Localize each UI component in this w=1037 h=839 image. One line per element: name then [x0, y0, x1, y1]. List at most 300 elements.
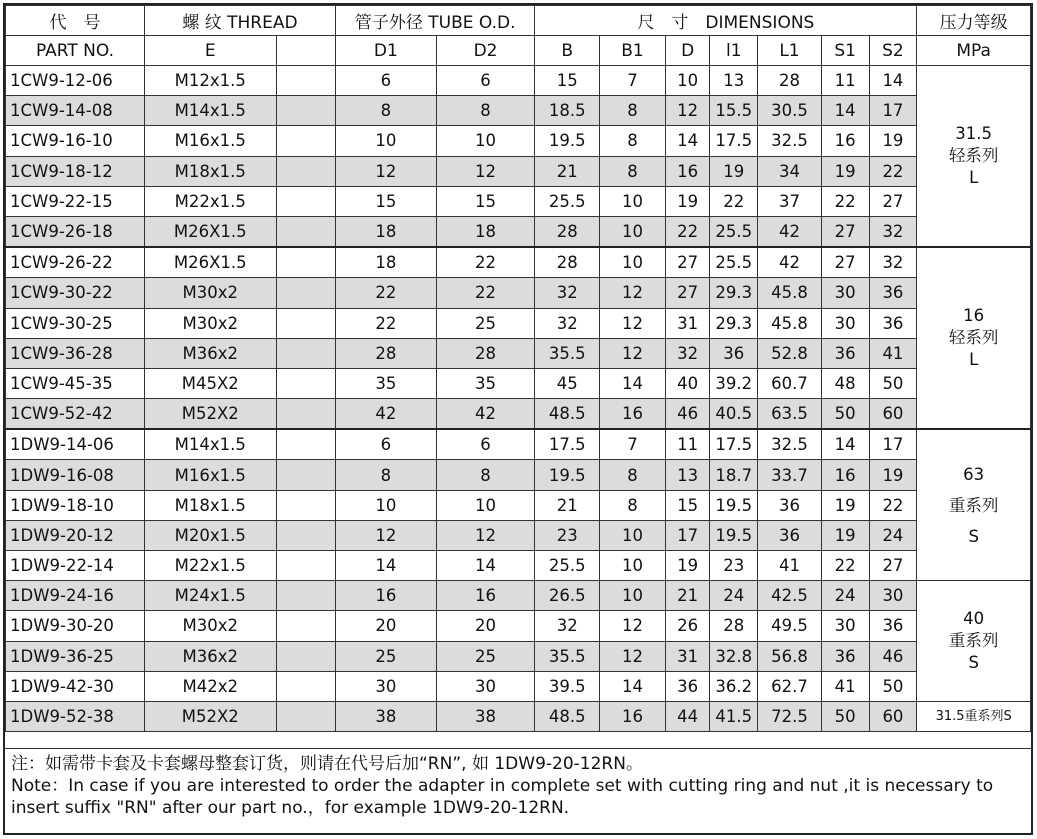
cell-l1: 24: [710, 581, 758, 611]
dimensions-table: [5, 5, 1031, 732]
cell-b1: 16: [600, 399, 666, 430]
cell-d2: 10: [436, 126, 535, 156]
cell-L1: 34: [758, 156, 822, 186]
cell-d: 19: [665, 551, 710, 581]
header-tube-od: 管子外径 TUBE O.D.: [335, 6, 534, 36]
cell-d: 16: [665, 156, 710, 186]
cell-e: M30x2: [144, 278, 276, 308]
table-row: [6, 278, 1031, 308]
cell-blank: [276, 490, 335, 520]
cell-blank: [276, 96, 335, 126]
cell-d1: 18: [335, 216, 436, 247]
cell-b1: 10: [600, 520, 666, 550]
cell-L1: 36: [758, 490, 822, 520]
cell-part: 1CW9-30-25: [6, 308, 145, 338]
cell-s2: 41: [869, 338, 917, 368]
cell-d: 46: [665, 399, 710, 430]
cell-s2: 60: [869, 399, 917, 430]
cell-d2: 38: [436, 701, 535, 731]
cell-part: 1CW9-36-28: [6, 338, 145, 368]
cell-b: 32: [535, 278, 600, 308]
cell-d2: 16: [436, 581, 535, 611]
cell-b1: 14: [600, 368, 666, 398]
cell-b: 25.5: [535, 186, 600, 216]
cell-e: M52X2: [144, 701, 276, 731]
cell-L1: 45.8: [758, 308, 822, 338]
cell-part: 1CW9-12-06: [6, 66, 145, 96]
cell-s1: 41: [821, 671, 869, 701]
cell-part: 1DW9-36-25: [6, 641, 145, 671]
header-d1: D1: [335, 36, 436, 66]
cell-d: 27: [665, 278, 710, 308]
cell-d: 22: [665, 216, 710, 247]
cell-b1: 8: [600, 126, 666, 156]
cell-s1: 50: [821, 399, 869, 430]
table-row: [6, 368, 1031, 398]
cell-s2: 50: [869, 368, 917, 398]
cell-s2: 24: [869, 520, 917, 550]
cell-b: 19.5: [535, 460, 600, 490]
cell-s2: 60: [869, 701, 917, 731]
cell-d: 12: [665, 96, 710, 126]
cell-blank: [276, 701, 335, 731]
cell-L1: 42: [758, 247, 822, 278]
header-row-2: [6, 36, 1031, 66]
cell-s1: 22: [821, 551, 869, 581]
cell-d1: 28: [335, 338, 436, 368]
cell-b1: 8: [600, 156, 666, 186]
cell-d2: 20: [436, 611, 535, 641]
cell-l1: 22: [710, 186, 758, 216]
cell-blank: [276, 156, 335, 186]
cell-l1: 25.5: [710, 247, 758, 278]
cell-part: 1CW9-18-12: [6, 156, 145, 186]
cell-d1: 10: [335, 126, 436, 156]
cell-l1: 18.7: [710, 460, 758, 490]
cell-s2: 46: [869, 641, 917, 671]
table-row: [6, 126, 1031, 156]
pressure-value: 63: [963, 464, 985, 484]
cell-e: M26X1.5: [144, 247, 276, 278]
cell-l1: 15.5: [710, 96, 758, 126]
header-s2: S2: [869, 36, 917, 66]
cell-L1: 72.5: [758, 701, 822, 731]
header-thread: 螺 纹 THREAD: [144, 6, 335, 36]
table-row: [6, 490, 1031, 520]
cell-part: 1DW9-18-10: [6, 490, 145, 520]
header-L1: L1: [758, 36, 822, 66]
header-b: B: [535, 36, 600, 66]
cell-d: 40: [665, 368, 710, 398]
parts-table-sheet: [3, 3, 1033, 835]
cell-s2: 32: [869, 247, 917, 278]
pressure-class-cell: [917, 429, 1031, 580]
cell-b: 21: [535, 156, 600, 186]
cell-b: 48.5: [535, 701, 600, 731]
cell-L1: 60.7: [758, 368, 822, 398]
cell-s1: 36: [821, 641, 869, 671]
cell-s2: 27: [869, 551, 917, 581]
cell-L1: 33.7: [758, 460, 822, 490]
cell-blank: [276, 520, 335, 550]
cell-s1: 22: [821, 186, 869, 216]
cell-b: 15: [535, 66, 600, 96]
cell-part: 1DW9-14-06: [6, 429, 145, 460]
cell-part: 1DW9-30-20: [6, 611, 145, 641]
cell-d1: 35: [335, 368, 436, 398]
header-row-1: [6, 6, 1031, 36]
cell-d2: 42: [436, 399, 535, 430]
cell-d2: 12: [436, 520, 535, 550]
cell-l1: 25.5: [710, 216, 758, 247]
cell-b: 35.5: [535, 641, 600, 671]
cell-e: M22x1.5: [144, 186, 276, 216]
cell-s1: 50: [821, 701, 869, 731]
cell-blank: [276, 126, 335, 156]
cell-d: 32: [665, 338, 710, 368]
cell-b: 35.5: [535, 338, 600, 368]
cell-L1: 32.5: [758, 126, 822, 156]
pressure-code: L: [969, 168, 979, 188]
cell-d2: 22: [436, 278, 535, 308]
cell-d1: 20: [335, 611, 436, 641]
cell-part: 1CW9-26-22: [6, 247, 145, 278]
pressure-code: S: [968, 653, 979, 673]
cell-d1: 16: [335, 581, 436, 611]
cell-blank: [276, 368, 335, 398]
cell-l1: 17.5: [710, 429, 758, 460]
cell-l1: 29.3: [710, 278, 758, 308]
cell-blank: [276, 186, 335, 216]
cell-L1: 56.8: [758, 641, 822, 671]
table-row: [6, 671, 1031, 701]
table-row: [6, 551, 1031, 581]
cell-d: 36: [665, 671, 710, 701]
cell-d2: 6: [436, 66, 535, 96]
cell-L1: 28: [758, 66, 822, 96]
cell-d1: 22: [335, 278, 436, 308]
cell-e: M16x1.5: [144, 460, 276, 490]
cell-L1: 32.5: [758, 429, 822, 460]
cell-d2: 10: [436, 490, 535, 520]
cell-b1: 16: [600, 701, 666, 731]
pressure-value: 16: [963, 306, 985, 326]
table-row: [6, 96, 1031, 126]
cell-L1: 37: [758, 186, 822, 216]
cell-l1: 19: [710, 156, 758, 186]
table-row: [6, 701, 1031, 731]
cell-e: M36x2: [144, 338, 276, 368]
cell-s1: 19: [821, 520, 869, 550]
pressure-value: 31.5: [955, 124, 993, 144]
cell-L1: 41: [758, 551, 822, 581]
cell-L1: 62.7: [758, 671, 822, 701]
cell-s1: 11: [821, 66, 869, 96]
cell-e: M18x1.5: [144, 156, 276, 186]
cell-d2: 25: [436, 308, 535, 338]
cell-s1: 30: [821, 278, 869, 308]
cell-d1: 8: [335, 460, 436, 490]
cell-blank: [276, 429, 335, 460]
table-body: [6, 66, 1031, 732]
header-d: D: [665, 36, 710, 66]
cell-d: 10: [665, 66, 710, 96]
cell-blank: [276, 308, 335, 338]
note-chinese: 注：如需带卡套及卡套螺母整套订货，则请在代号后加“RN”, 如 1DW9-20-12RN。: [11, 754, 643, 774]
cell-s2: 50: [869, 671, 917, 701]
cell-d: 19: [665, 186, 710, 216]
pressure-value: 40: [963, 609, 985, 629]
cell-s2: 22: [869, 156, 917, 186]
header-b1: B1: [600, 36, 666, 66]
cell-s1: 24: [821, 581, 869, 611]
cell-e: M16x1.5: [144, 126, 276, 156]
cell-l1: 40.5: [710, 399, 758, 430]
cell-part: 1DW9-22-14: [6, 551, 145, 581]
pressure-series: 重系列: [948, 495, 999, 515]
cell-part: 1DW9-52-38: [6, 701, 145, 731]
table-row: [6, 429, 1031, 460]
cell-d: 15: [665, 490, 710, 520]
cell-l1: 36.2: [710, 671, 758, 701]
cell-part: 1CW9-26-18: [6, 216, 145, 247]
table-row: [6, 186, 1031, 216]
header-l1-small: l1: [710, 36, 758, 66]
cell-part: 1DW9-24-16: [6, 581, 145, 611]
cell-b: 48.5: [535, 399, 600, 430]
pressure-code: S: [968, 526, 979, 546]
cell-s1: 30: [821, 308, 869, 338]
cell-e: M20x1.5: [144, 520, 276, 550]
cell-e: M52X2: [144, 399, 276, 430]
cell-part: 1DW9-20-12: [6, 520, 145, 550]
cell-b1: 7: [600, 429, 666, 460]
cell-d2: 28: [436, 338, 535, 368]
cell-s2: 17: [869, 429, 917, 460]
cell-d1: 6: [335, 66, 436, 96]
cell-b1: 12: [600, 338, 666, 368]
cell-s1: 48: [821, 368, 869, 398]
cell-d: 17: [665, 520, 710, 550]
cell-b: 28: [535, 247, 600, 278]
cell-s2: 36: [869, 308, 917, 338]
cell-blank: [276, 216, 335, 247]
table-row: [6, 156, 1031, 186]
cell-d: 31: [665, 308, 710, 338]
table-row: [6, 399, 1031, 430]
cell-s1: 14: [821, 96, 869, 126]
cell-l1: 41.5: [710, 701, 758, 731]
cell-d2: 30: [436, 671, 535, 701]
cell-d2: 12: [436, 156, 535, 186]
cell-d: 14: [665, 126, 710, 156]
cell-l1: 32.8: [710, 641, 758, 671]
cell-b1: 10: [600, 216, 666, 247]
cell-d2: 8: [436, 96, 535, 126]
cell-b1: 8: [600, 490, 666, 520]
cell-s2: 36: [869, 278, 917, 308]
pressure-class-cell: [917, 66, 1031, 248]
table-row: [6, 247, 1031, 278]
cell-d1: 22: [335, 308, 436, 338]
cell-b1: 7: [600, 66, 666, 96]
header-dimensions: 尺 寸 DIMENSIONS: [535, 6, 917, 36]
cell-e: M14x1.5: [144, 429, 276, 460]
cell-s2: 17: [869, 96, 917, 126]
cell-e: M14x1.5: [144, 96, 276, 126]
header-e: E: [144, 36, 276, 66]
pressure-series: 轻系列: [948, 328, 999, 348]
cell-l1: 39.2: [710, 368, 758, 398]
cell-s2: 27: [869, 186, 917, 216]
table-row: [6, 460, 1031, 490]
cell-s2: 22: [869, 490, 917, 520]
cell-part: 1CW9-16-10: [6, 126, 145, 156]
pressure-series: 重系列: [948, 631, 999, 651]
table-row: [6, 581, 1031, 611]
cell-blank: [276, 247, 335, 278]
pressure-code: L: [969, 350, 979, 370]
cell-s1: 30: [821, 611, 869, 641]
cell-L1: 36: [758, 520, 822, 550]
cell-d2: 35: [436, 368, 535, 398]
cell-L1: 63.5: [758, 399, 822, 430]
cell-d2: 15: [436, 186, 535, 216]
cell-d1: 18: [335, 247, 436, 278]
header-d2: D2: [436, 36, 535, 66]
cell-L1: 42: [758, 216, 822, 247]
cell-d1: 38: [335, 701, 436, 731]
cell-b1: 10: [600, 551, 666, 581]
cell-l1: 36: [710, 338, 758, 368]
cell-d2: 22: [436, 247, 535, 278]
cell-blank: [276, 278, 335, 308]
cell-d2: 14: [436, 551, 535, 581]
cell-d: 13: [665, 460, 710, 490]
cell-b1: 14: [600, 671, 666, 701]
cell-e: M22x1.5: [144, 551, 276, 581]
cell-b1: 10: [600, 247, 666, 278]
cell-part: 1CW9-22-15: [6, 186, 145, 216]
cell-blank: [276, 66, 335, 96]
cell-L1: 52.8: [758, 338, 822, 368]
table-row: [6, 641, 1031, 671]
cell-l1: 23: [710, 551, 758, 581]
cell-s2: 19: [869, 126, 917, 156]
cell-e: M42x2: [144, 671, 276, 701]
cell-blank: [276, 551, 335, 581]
cell-b: 32: [535, 308, 600, 338]
cell-blank: [276, 671, 335, 701]
cell-s1: 16: [821, 460, 869, 490]
cell-s2: 19: [869, 460, 917, 490]
cell-s1: 36: [821, 338, 869, 368]
cell-b1: 8: [600, 96, 666, 126]
cell-d2: 18: [436, 216, 535, 247]
cell-l1: 19.5: [710, 520, 758, 550]
header-blank: [276, 36, 335, 66]
cell-d2: 8: [436, 460, 535, 490]
cell-L1: 49.5: [758, 611, 822, 641]
cell-s1: 27: [821, 247, 869, 278]
header-mpa: MPa: [917, 36, 1031, 66]
header-pressure-cn: 压力等级: [917, 6, 1031, 36]
cell-b: 18.5: [535, 96, 600, 126]
cell-part: 1CW9-30-22: [6, 278, 145, 308]
cell-s2: 32: [869, 216, 917, 247]
cell-s1: 19: [821, 156, 869, 186]
cell-b: 28: [535, 216, 600, 247]
cell-s1: 14: [821, 429, 869, 460]
cell-L1: 42.5: [758, 581, 822, 611]
cell-blank: [276, 611, 335, 641]
table-row: [6, 611, 1031, 641]
cell-L1: 30.5: [758, 96, 822, 126]
cell-d: 21: [665, 581, 710, 611]
cell-s2: 36: [869, 611, 917, 641]
cell-e: M24x1.5: [144, 581, 276, 611]
cell-d1: 25: [335, 641, 436, 671]
cell-d1: 30: [335, 671, 436, 701]
cell-s2: 14: [869, 66, 917, 96]
cell-b: 17.5: [535, 429, 600, 460]
cell-d1: 8: [335, 96, 436, 126]
cell-d1: 10: [335, 490, 436, 520]
cell-b: 19.5: [535, 126, 600, 156]
table-row: [6, 338, 1031, 368]
table-row: [6, 520, 1031, 550]
cell-l1: 17.5: [710, 126, 758, 156]
cell-b1: 12: [600, 278, 666, 308]
cell-b: 25.5: [535, 551, 600, 581]
cell-s1: 16: [821, 126, 869, 156]
cell-b1: 12: [600, 641, 666, 671]
cell-d1: 15: [335, 186, 436, 216]
cell-blank: [276, 338, 335, 368]
pressure-series: 轻系列: [948, 146, 999, 166]
cell-blank: [276, 641, 335, 671]
cell-d1: 6: [335, 429, 436, 460]
cell-b1: 12: [600, 611, 666, 641]
cell-l1: 29.3: [710, 308, 758, 338]
cell-b1: 10: [600, 186, 666, 216]
cell-e: M45X2: [144, 368, 276, 398]
cell-e: M30x2: [144, 611, 276, 641]
cell-d: 27: [665, 247, 710, 278]
cell-blank: [276, 581, 335, 611]
cell-part: 1CW9-45-35: [6, 368, 145, 398]
cell-b1: 8: [600, 460, 666, 490]
cell-s1: 19: [821, 490, 869, 520]
cell-e: M26X1.5: [144, 216, 276, 247]
cell-e: M18x1.5: [144, 490, 276, 520]
header-part-cn: 代 号: [6, 6, 145, 36]
notes-section: [5, 748, 1031, 833]
cell-s1: 27: [821, 216, 869, 247]
cell-d1: 14: [335, 551, 436, 581]
cell-s2: 30: [869, 581, 917, 611]
cell-d1: 12: [335, 156, 436, 186]
cell-part: 1CW9-52-42: [6, 399, 145, 430]
cell-b: 45: [535, 368, 600, 398]
cell-d: 11: [665, 429, 710, 460]
cell-b: 23: [535, 520, 600, 550]
cell-e: M30x2: [144, 308, 276, 338]
cell-b: 21: [535, 490, 600, 520]
cell-blank: [276, 460, 335, 490]
cell-b1: 12: [600, 308, 666, 338]
pressure-class-cell: [917, 247, 1031, 429]
